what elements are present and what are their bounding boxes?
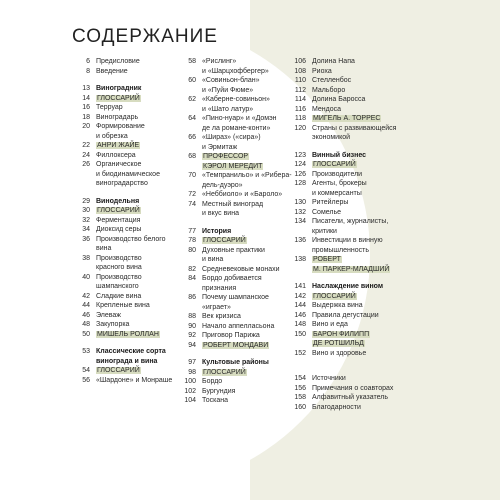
toc-entry-text: МИШЕЛЬ РОЛЛАН — [97, 330, 159, 338]
toc-page-number: 66 — [188, 134, 196, 141]
toc-page-number: 98 — [188, 368, 196, 376]
toc-entry-text: и «Шарцхофбергер» — [202, 67, 269, 75]
section-gap — [288, 274, 412, 282]
toc-entry-text: Тоскана — [202, 397, 228, 404]
toc-entry-text: Примечания о соавторах — [312, 384, 394, 392]
toc-page-number: 88 — [188, 313, 196, 320]
toc-entry[interactable] — [178, 265, 302, 275]
toc-entry-text: Крепленые вина — [96, 302, 150, 309]
toc-entry-text: Сомелье — [312, 208, 342, 216]
toc-entry[interactable] — [288, 255, 412, 274]
toc-page-number: 132 — [294, 208, 306, 216]
toc-entry[interactable] — [288, 86, 412, 96]
toc-entry-text: М. ПАРКЕР-МЛАДШИЙ — [313, 265, 390, 273]
toc-entry-text: ГЛОССАРИЙ — [97, 94, 140, 102]
toc-page-number: 100 — [184, 378, 196, 385]
toc-entry-text: и коммерсанты — [312, 189, 362, 197]
toc-page-number: 62 — [188, 96, 196, 103]
toc-entry[interactable] — [288, 393, 412, 403]
toc-entry-text: экономикой — [312, 134, 351, 141]
toc-entry-text: Диоксид серы — [96, 226, 142, 233]
toc-page-number: 123 — [294, 151, 306, 159]
toc-entry-text: и Эрмитаж — [202, 143, 238, 151]
toc-page-number: 36 — [82, 235, 90, 243]
toc-entry-text: де ла романе-конти» — [202, 124, 271, 132]
toc-page-number: 58 — [188, 58, 196, 65]
toc-entry[interactable] — [288, 374, 412, 384]
toc-entry-text: вина — [96, 245, 112, 252]
toc-entry-text: Вино и здоровье — [312, 349, 367, 357]
toc-entry-text: Инвестиции в винную — [312, 237, 383, 244]
toc-page-number: 92 — [188, 332, 196, 339]
toc-entry[interactable] — [288, 349, 412, 359]
toc-entry-text: Производители — [312, 170, 363, 178]
toc-page-number: 116 — [294, 105, 306, 113]
section-gap — [288, 358, 412, 366]
toc-entry-text: Долина Баросса — [312, 96, 366, 103]
toc-page-number: 60 — [188, 77, 196, 84]
toc-entry[interactable] — [288, 170, 412, 180]
toc-entry-text: ГЛОССАРИЙ — [97, 367, 140, 374]
toc-entry[interactable] — [178, 274, 302, 293]
toc-page-number: 56 — [82, 376, 90, 384]
toc-entry-text: критики — [312, 227, 337, 235]
toc-entry[interactable] — [288, 403, 412, 413]
toc-entry-text: Производство — [96, 254, 142, 262]
toc-entry-text: Средневековые монахи — [202, 265, 280, 273]
toc-page-number: 136 — [294, 237, 306, 244]
toc-entry-text: «Неббиоло» и «Бароло» — [202, 191, 283, 198]
toc-page-number: 38 — [82, 254, 90, 262]
toc-page-number: 106 — [294, 58, 306, 65]
toc-entry-text: Страны с развивающейся — [312, 124, 397, 132]
toc-page-number: 74 — [188, 200, 196, 208]
toc-page-number: 142 — [294, 292, 306, 300]
toc-page-number: 82 — [188, 265, 196, 273]
toc-page-number: 152 — [294, 349, 306, 357]
toc-entry-text: АНРИ ЖАЙЕ — [97, 142, 140, 149]
toc-entry[interactable] — [288, 57, 412, 67]
toc-page-number: 134 — [294, 218, 306, 225]
toc-entry[interactable] — [288, 105, 412, 115]
toc-page-number: 32 — [82, 216, 90, 224]
toc-entry-text: и вина — [202, 256, 224, 263]
toc-entry-text: Сладкие вина — [96, 292, 142, 300]
toc-entry-text: «Совиньон-блан» — [202, 77, 260, 84]
toc-entry[interactable] — [178, 341, 302, 351]
toc-entry-text: «Шираз» («сира») — [202, 134, 261, 141]
toc-page-number: 160 — [294, 403, 306, 411]
toc-page-number: 50 — [82, 330, 90, 338]
toc-entry-text: красного вина — [96, 264, 142, 271]
toc-entry-text: КЭРОЛ МЕРЕДИТ — [203, 162, 263, 170]
toc-page-number: 112 — [294, 86, 306, 94]
toc-entry-text: Бургундия — [202, 387, 236, 395]
toc-entry[interactable] — [288, 384, 412, 394]
toc-entry-text: и обрезка — [96, 132, 128, 140]
toc-page-number: 84 — [188, 275, 196, 282]
section-gap — [178, 219, 302, 227]
toc-entry[interactable] — [178, 293, 302, 312]
toc-page-number: 108 — [294, 67, 306, 75]
toc-page-number: 53 — [82, 348, 90, 355]
toc-entry[interactable] — [288, 311, 412, 321]
toc-entry-text: МИГЕЛЬ А. ТОРРЕС — [313, 115, 381, 122]
toc-entry-text: Введение — [96, 67, 128, 75]
toc-entry-text: и «Шато латур» — [202, 105, 254, 113]
toc-entry-text: винограда и вина — [96, 357, 158, 365]
toc-entry-text: и вкус вина — [202, 210, 239, 217]
toc-page-number: 34 — [82, 226, 90, 233]
toc-page-number: 128 — [294, 180, 306, 187]
toc-entry-text: Источники — [312, 375, 346, 382]
section-gap — [288, 366, 412, 374]
toc-entry[interactable] — [178, 200, 302, 219]
toc-entry-text: «Темпранильо» и «Рибера- — [202, 172, 292, 179]
toc-entry[interactable] — [288, 217, 412, 236]
toc-entry-text: Наслаждение вином — [312, 283, 384, 290]
toc-entry[interactable] — [288, 292, 412, 302]
toc-page-number: 77 — [188, 227, 196, 235]
toc-entry-text: «Рислинг» — [202, 58, 237, 65]
toc-page-number: 146 — [294, 311, 306, 319]
toc-entry[interactable] — [178, 312, 302, 322]
toc-entry-text: Предисловие — [96, 58, 140, 65]
toc-entry-text: История — [202, 227, 232, 235]
toc-entry[interactable] — [288, 114, 412, 124]
toc-page-number: 6 — [86, 58, 90, 65]
toc-entry[interactable] — [288, 67, 412, 77]
toc-page-number: 118 — [294, 115, 306, 122]
toc-page-number: 54 — [82, 367, 90, 374]
toc-page-number: 44 — [82, 302, 90, 309]
toc-section-heading[interactable] — [288, 282, 412, 292]
toc-page-number: 68 — [188, 153, 196, 160]
toc-entry[interactable] — [288, 301, 412, 311]
toc-page-number: 8 — [86, 67, 90, 75]
toc-entry-text: Век кризиса — [202, 313, 241, 320]
toc-entry-text: «Пино-нуар» и «Домэн — [202, 115, 277, 122]
toc-entry[interactable] — [178, 322, 302, 332]
toc-page-number: 70 — [188, 172, 196, 179]
toc-entry[interactable] — [178, 331, 302, 341]
toc-entry[interactable] — [178, 246, 302, 265]
toc-entry-text: ГЛОССАРИЙ — [203, 237, 246, 244]
toc-entry-text: Виноградарь — [96, 113, 139, 121]
toc-page-number: 150 — [294, 330, 306, 338]
toc-page-number: 29 — [82, 197, 90, 205]
toc-entry-text: Писатели, журналисты, — [312, 218, 389, 225]
toc-page-number: 30 — [82, 207, 90, 214]
toc-entry-text: виноградарство — [96, 180, 148, 187]
toc-entry[interactable] — [288, 95, 412, 105]
toc-page-number: 16 — [82, 104, 90, 111]
page-title: СОДЕРЖАНИЕ — [72, 26, 218, 47]
toc-entry-text: Вино и еда — [312, 321, 348, 328]
toc-entry[interactable] — [288, 179, 412, 198]
toc-entry-text: «играет» — [202, 303, 231, 311]
section-gap — [178, 350, 302, 358]
toc-entry[interactable] — [288, 198, 412, 208]
toc-entry-text: Виноградник — [96, 85, 142, 92]
toc-entry-text: Культовые районы — [202, 359, 269, 366]
toc-entry-text: Классические сорта — [96, 348, 166, 355]
toc-entry-text: Алфавитный указатель — [312, 394, 388, 401]
toc-entry-text: ДЕ РОТШИЛЬД — [313, 340, 364, 347]
toc-entry[interactable] — [178, 387, 302, 397]
section-gap — [288, 143, 412, 151]
toc-section-heading[interactable] — [178, 358, 302, 368]
toc-entry-text: Производство — [96, 273, 142, 281]
toc-entry-text: Начало аппелласьона — [202, 322, 275, 330]
toc-entry-text: Ритейлеры — [312, 199, 349, 206]
toc-page-number: 110 — [294, 77, 306, 84]
toc-page-number: 130 — [294, 199, 306, 206]
toc-entry-text: шампанского — [96, 283, 139, 290]
toc-page-number: 138 — [294, 256, 306, 263]
toc-page-number: 126 — [294, 170, 306, 178]
toc-page-number: 40 — [82, 273, 90, 281]
toc-entry-text: Винный бизнес — [312, 151, 367, 159]
toc-section-heading[interactable] — [288, 151, 412, 161]
toc-entry-text: Агенты, брокеры — [312, 180, 367, 187]
toc-entry-text: Органическое — [96, 161, 142, 168]
toc-page-number: 94 — [188, 341, 196, 349]
toc-entry[interactable] — [288, 76, 412, 86]
toc-page-number: 24 — [82, 151, 90, 159]
toc-entry-text: Бордо — [202, 378, 223, 385]
toc-entry[interactable] — [288, 208, 412, 218]
toc-entry-text: РОБЕРТ МОНДАВИ — [203, 341, 269, 349]
toc-page-number: 102 — [184, 387, 196, 395]
toc-page-number: 114 — [294, 96, 306, 103]
toc-entry-text: Производство белого — [96, 235, 166, 243]
toc-entry-text: Терруар — [96, 104, 123, 111]
toc-column-2 — [178, 57, 302, 406]
toc-page-number: 158 — [294, 394, 306, 401]
toc-entry[interactable] — [288, 124, 412, 143]
toc-section-heading[interactable] — [178, 227, 302, 237]
toc-page-number: 90 — [188, 322, 196, 330]
toc-page-number: 124 — [294, 161, 306, 168]
toc-entry-text: ГЛОССАРИЙ — [97, 207, 140, 214]
toc-entry[interactable] — [178, 396, 302, 406]
toc-entry-text: «Шардоне» и Монраше — [96, 376, 173, 384]
toc-entry[interactable] — [288, 330, 412, 349]
toc-entry-text: Выдержка вина — [312, 302, 363, 309]
toc-entry[interactable] — [288, 236, 412, 255]
toc-page-number: 148 — [294, 321, 306, 328]
toc-page-number: 154 — [294, 375, 306, 382]
toc-page-number: 64 — [188, 115, 196, 122]
toc-entry-text: признания — [202, 284, 237, 292]
toc-entry-text: Винодельня — [96, 197, 140, 205]
toc-entry-text: Благодарности — [312, 403, 361, 411]
toc-page-number: 42 — [82, 292, 90, 300]
toc-page-number: 97 — [188, 359, 196, 366]
toc-page-number: 72 — [188, 191, 196, 198]
toc-entry[interactable] — [178, 377, 302, 387]
toc-entry[interactable] — [178, 114, 302, 133]
toc-page-number: 18 — [82, 113, 90, 121]
toc-entry[interactable] — [178, 190, 302, 200]
toc-entry-text: Филлоксера — [96, 151, 136, 159]
toc-entry-text: ПРОФЕССОР — [203, 153, 249, 160]
toc-page-number: 80 — [188, 246, 196, 254]
toc-entry[interactable] — [178, 152, 302, 171]
toc-page-number: 104 — [184, 397, 196, 404]
toc-entry-text: Риоха — [312, 67, 332, 75]
toc-page-number: 144 — [294, 302, 306, 309]
toc-entry-text: Стелленбос — [312, 77, 352, 84]
toc-page-number: 48 — [82, 321, 90, 328]
toc-entry-text: Элеваж — [96, 311, 121, 319]
toc-entry-text: Мальборо — [312, 86, 346, 94]
toc-entry[interactable] — [288, 160, 412, 170]
toc-entry[interactable] — [178, 171, 302, 190]
toc-entry-text: Долина Напа — [312, 58, 355, 65]
toc-page-number: 14 — [82, 94, 90, 102]
toc-entry[interactable] — [178, 236, 302, 246]
toc-page-number: 141 — [294, 283, 306, 290]
toc-entry-text: и биодинамическое — [96, 170, 160, 178]
toc-entry-text: ГЛОССАРИЙ — [313, 161, 356, 168]
toc-entry-text: дель-дуэро» — [202, 181, 243, 189]
toc-entry-text: «Каберне-совиньон» — [202, 96, 270, 103]
toc-page-number: 78 — [188, 237, 196, 244]
toc-entry[interactable] — [178, 368, 302, 378]
toc-entry-text: Формирование — [96, 123, 145, 130]
toc-entry[interactable] — [178, 57, 302, 76]
toc-entry-text: Приговор Парижа — [202, 332, 260, 339]
toc-entry-text: Бордо добивается — [202, 275, 262, 282]
toc-page-number: 20 — [82, 123, 90, 130]
toc-page-number: 46 — [82, 311, 90, 319]
toc-entry[interactable] — [178, 76, 302, 95]
toc-entry-text: РОБЕРТ — [313, 256, 341, 263]
toc-entry-text: Ферментация — [96, 216, 141, 224]
toc-column-3 — [288, 57, 412, 412]
toc-page-number: 13 — [82, 85, 90, 92]
toc-entry-text: БАРОН ФИЛИПП — [313, 330, 370, 338]
toc-entry-text: Закупорка — [96, 321, 130, 328]
toc-page-number: 86 — [188, 294, 196, 301]
toc-page-number: 22 — [82, 142, 90, 149]
toc-entry[interactable] — [178, 133, 302, 152]
toc-entry-text: Местный виноград — [202, 200, 264, 208]
toc-entry-text: ГЛОССАРИЙ — [203, 368, 246, 376]
toc-page-number: 156 — [294, 384, 306, 392]
toc-page-number: 120 — [294, 124, 306, 132]
toc-entry-text: Правила дегустации — [312, 311, 379, 319]
toc-entry[interactable] — [178, 95, 302, 114]
toc-entry-text: ГЛОССАРИЙ — [313, 292, 356, 300]
toc-entry-text: промышленность — [312, 246, 369, 254]
toc-page-number: 26 — [82, 161, 90, 168]
toc-entry-text: Почему шампанское — [202, 294, 269, 301]
toc-entry[interactable] — [288, 320, 412, 330]
toc-entry-text: Мендоса — [312, 105, 342, 113]
toc-entry-text: и «Пуйи Фюме» — [202, 86, 254, 94]
toc-entry-text: Духовные практики — [202, 246, 265, 254]
